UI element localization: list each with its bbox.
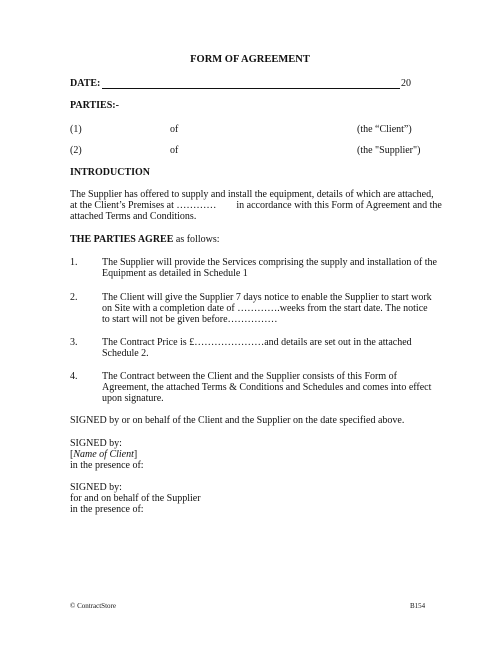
document-title: FORM OF AGREEMENT [190,54,310,65]
clause-1-line-2: Equipment as detailed in Schedule 1 [102,268,248,279]
clause-3-number: 3. [70,337,78,348]
date-label: DATE: [70,78,101,89]
signed-statement: SIGNED by or on behalf of the Client and the Supplier on the date specified above. [70,415,405,426]
agree-heading-bold: THE PARTIES AGREE [70,234,174,245]
introduction-line-1: The Supplier has offered to supply and install the equipment, details of which are attached, [70,189,434,200]
clause-4-number: 4. [70,371,78,382]
clause-1-number: 1. [70,257,78,268]
clause-2-number: 2. [70,292,78,303]
clause-1-line-1: The Supplier will provide the Services comprising the supply and installation of the [102,257,437,268]
clause-4-line-2: Agreement, the attached Terms & Conditions and Schedules and comes into effect [102,382,432,393]
date-year-suffix: 20 [401,78,411,89]
footer-copyright: © ContractStore [70,602,116,610]
introduction-line-2: at the Client’s Premises at ………… in accordance with this Form of Agreement and the [70,200,442,211]
clause-3-line-1: The Contract Price is £…………………and details are set out in the attached [102,337,412,348]
party-1-of: of [170,124,179,135]
party-2-of: of [170,145,179,156]
supplier-presence: in the presence of: [70,504,144,515]
party-2-role: (the "Supplier") [357,145,421,156]
supplier-signed-by: SIGNED by: [70,482,122,493]
footer-code: B154 [410,602,426,610]
parties-heading: PARTIES:- [70,100,119,111]
clause-2-line-3: to start will not be given before…………… [102,314,278,325]
agree-heading [70,234,220,246]
clause-2-line-2: on Site with a completion date of ………….weeks from the start date. The notice [102,303,428,314]
date-blank-line [102,88,400,89]
supplier-on-behalf: for and on behalf of the Supplier [70,493,201,504]
party-2-number: (2) [70,145,82,156]
client-presence: in the presence of: [70,460,144,471]
client-name-placeholder: Name of Client [73,449,134,460]
agree-heading-rest: as follows: [173,234,220,245]
introduction-heading: INTRODUCTION [70,167,151,178]
clause-4-line-3: upon signature. [102,393,164,404]
party-1-number: (1) [70,124,82,135]
clause-2-line-1: The Client will give the Supplier 7 days notice to enable the Supplier to start work [102,292,432,303]
introduction-line-3: attached Terms and Conditions. [70,211,197,222]
clause-3-line-2: Schedule 2. [102,348,149,359]
client-bracket-close: ] [133,449,138,460]
party-1-role: (the “Client”) [357,124,412,135]
clause-4-line-1: The Contract between the Client and the Supplier consists of this Form of [102,371,397,382]
client-signed-by: SIGNED by: [70,438,122,449]
client-bracket-open: [ [70,449,74,460]
